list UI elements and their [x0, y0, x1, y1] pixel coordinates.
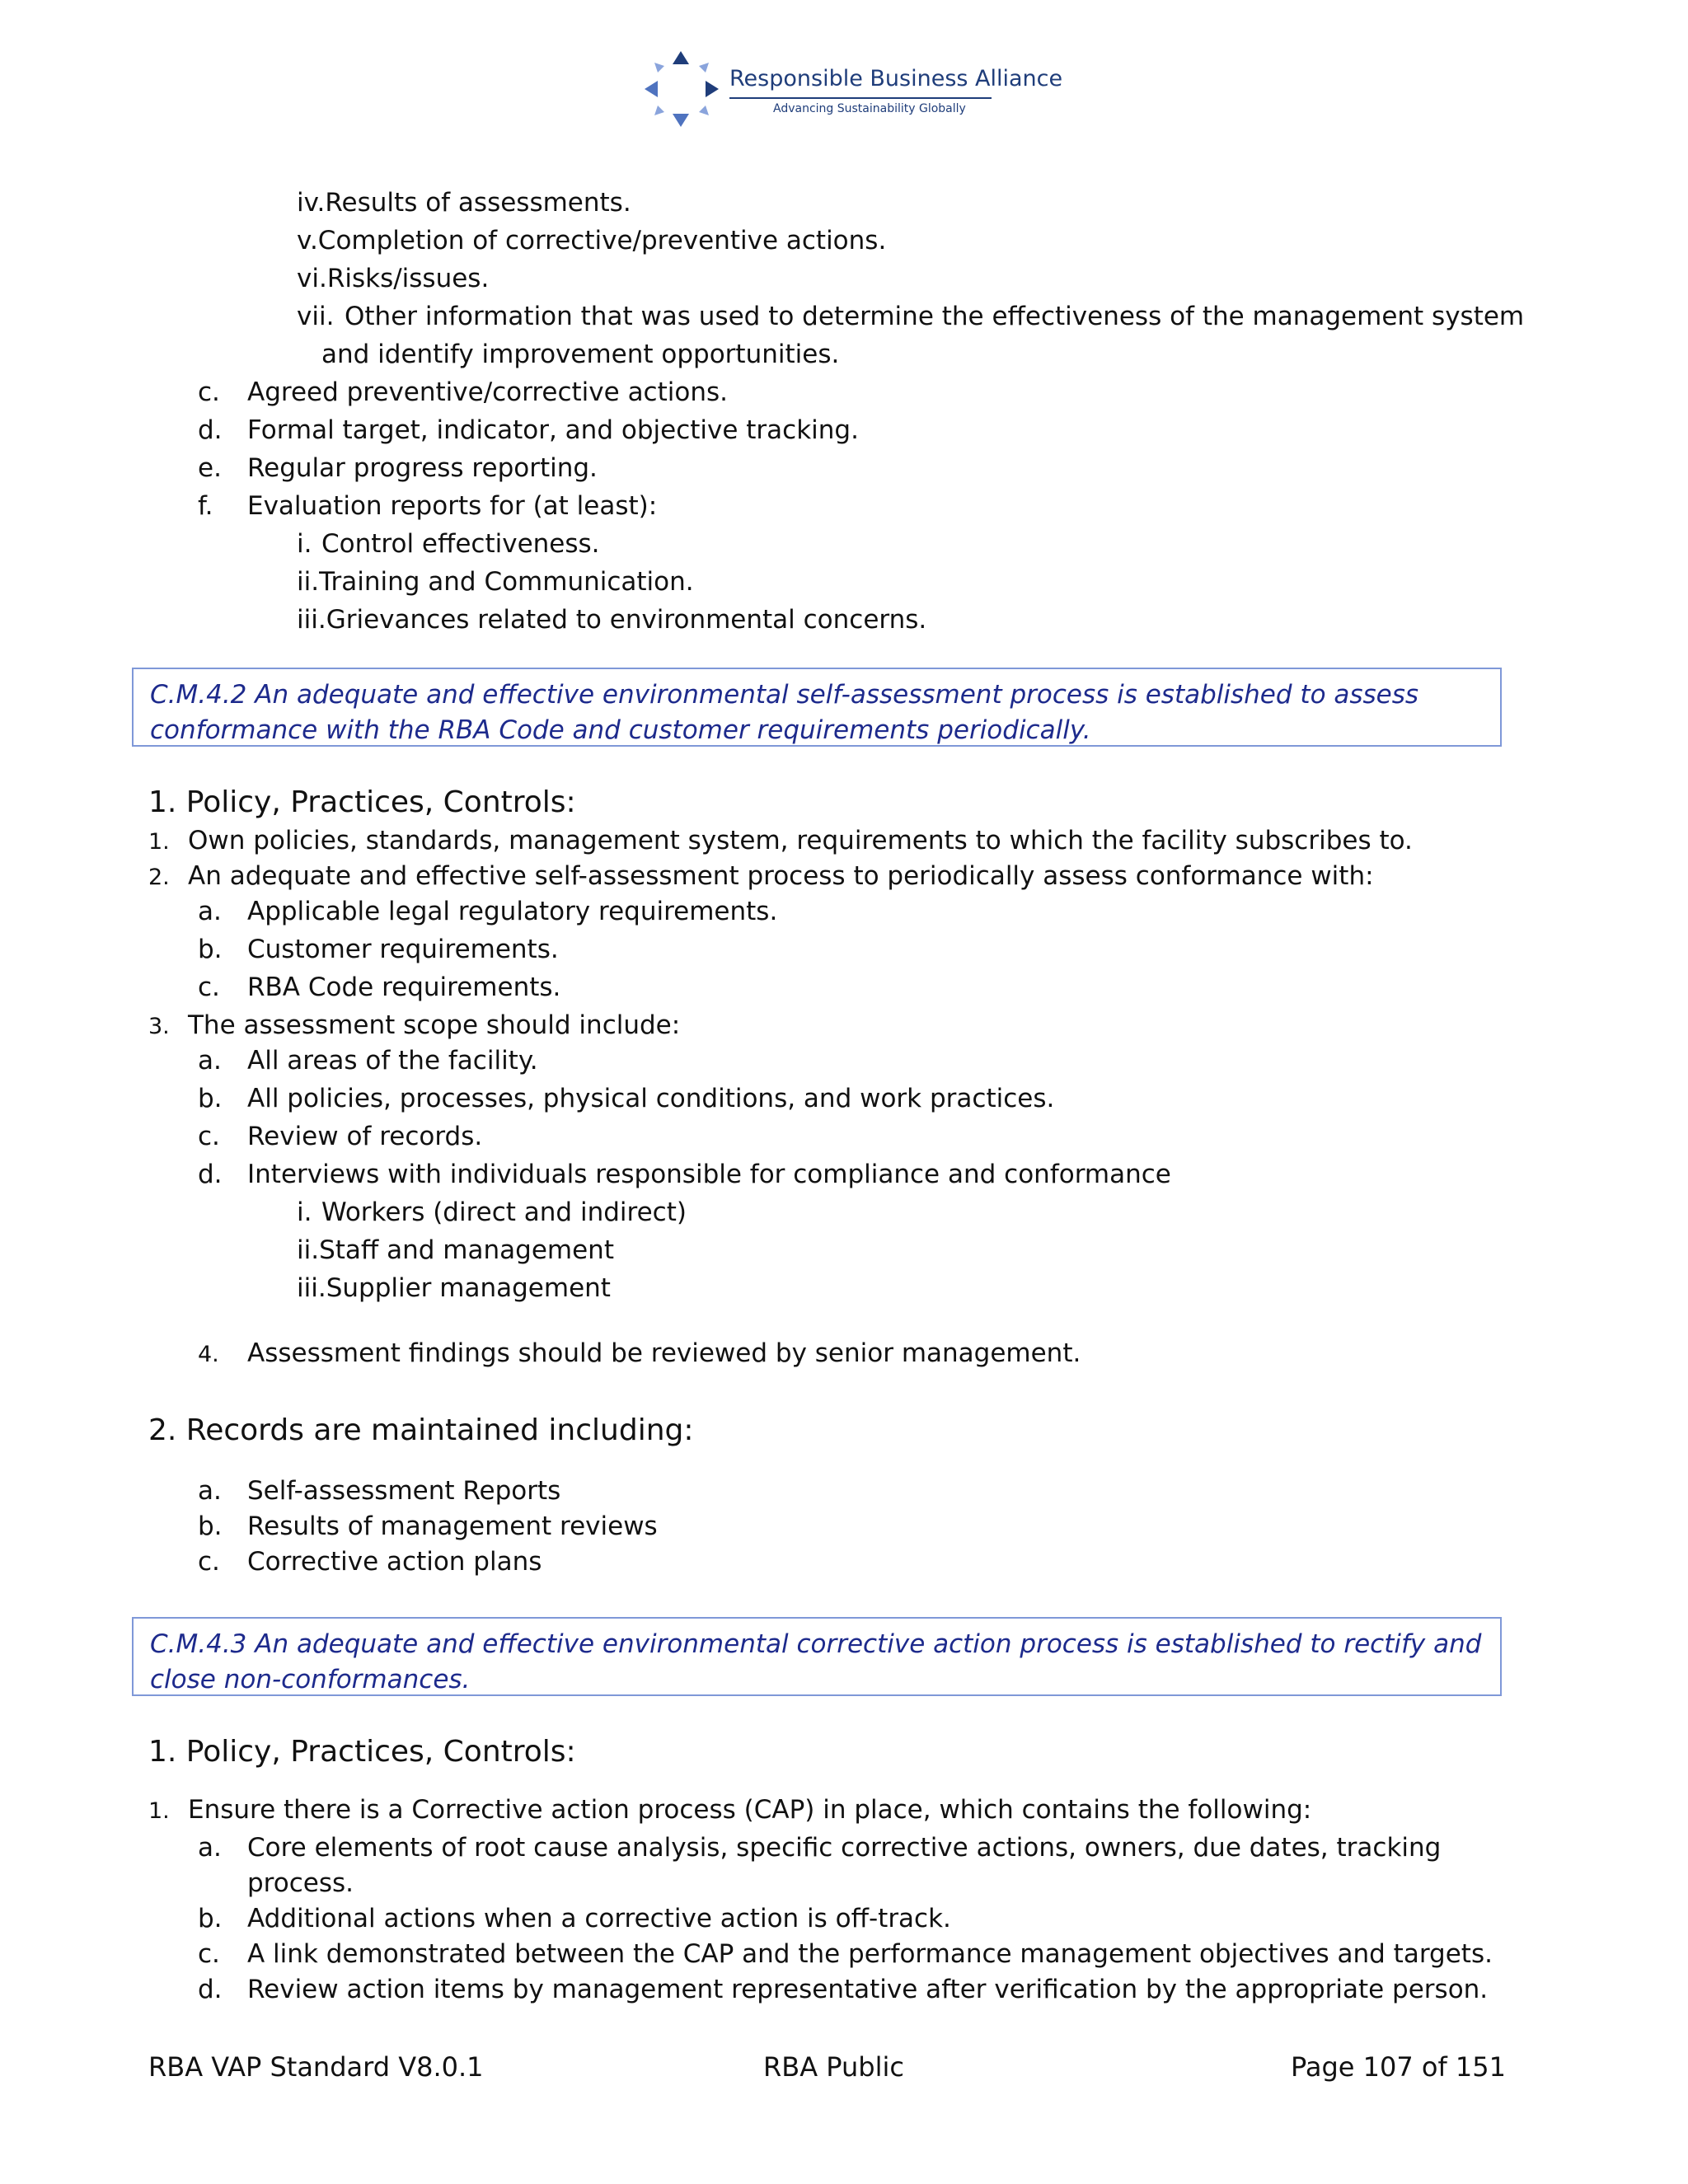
- list-item: c. Agreed preventive/corrective actions.: [198, 377, 728, 407]
- criteria-text-line: C.M.4.2 An adequate and effective environmental self-assessment process is established to assess: [150, 680, 1419, 710]
- list-item: b. All policies, processes, physical conditions, and work practices.: [198, 1084, 1055, 1113]
- section-heading: 1. Policy, Practices, Controls:: [148, 785, 576, 819]
- rba-logo: [643, 48, 1063, 130]
- criteria-box-cm-4-2: [132, 668, 1502, 747]
- footer-document-title: RBA VAP Standard V8.0.1: [148, 2051, 484, 2083]
- section-heading: 1. Policy, Practices, Controls:: [148, 1735, 576, 1769]
- list-item: a. Core elements of root cause analysis, specific corrective actions, owners, due dates, tracking: [198, 1833, 1442, 1863]
- list-item: d. Interviews with individuals responsible for compliance and conformance: [198, 1160, 1171, 1189]
- list-item: process.: [247, 1868, 354, 1898]
- list-item: b. Customer requirements.: [198, 935, 559, 964]
- list-item: vi.Risks/issues.: [297, 264, 490, 293]
- section-heading: 2. Records are maintained including:: [148, 1413, 694, 1447]
- criteria-text-line: C.M.4.3 An adequate and effective environmental corrective action process is established to rectify and: [150, 1629, 1482, 1659]
- list-item: a. Self-assessment Reports: [198, 1476, 561, 1506]
- list-item: iv.Results of assessments.: [297, 188, 631, 218]
- list-item: f. Evaluation reports for (at least):: [198, 491, 658, 521]
- list-item: c. RBA Code requirements.: [198, 972, 561, 1002]
- compass-logo-icon: [643, 48, 725, 130]
- list-item: c. A link demonstrated between the CAP and the performance management objectives and targets.: [198, 1939, 1493, 1969]
- list-item: 3. The assessment scope should include:: [148, 1010, 681, 1040]
- list-item: vii. Other information that was used to determine the effectiveness of the management system: [297, 302, 1525, 331]
- criteria-text-line: conformance with the RBA Code and customer requirements periodically.: [150, 715, 1091, 745]
- list-item: and identify improvement opportunities.: [321, 340, 840, 369]
- list-item: ii.Staff and management: [297, 1235, 614, 1265]
- criteria-text-line: close non-conformances.: [150, 1665, 471, 1694]
- list-item: c. Review of records.: [198, 1122, 483, 1151]
- list-item: b. Results of management reviews: [198, 1511, 658, 1541]
- list-item: v.Completion of corrective/preventive actions.: [297, 226, 887, 255]
- list-item: 1. Own policies, standards, management system, requirements to which the facility subscribes to.: [148, 826, 1413, 855]
- list-item: d. Review action items by management representative after verification by the appropriate person.: [198, 1975, 1489, 2004]
- list-item: a. Applicable legal regulatory requirements.: [198, 897, 778, 926]
- list-item: 4. Assessment findings should be reviewed by senior management.: [198, 1338, 1081, 1368]
- list-item: i. Control effectiveness.: [297, 529, 600, 559]
- brand-name: Responsible Business Alliance: [729, 66, 1063, 91]
- list-item: a. All areas of the facility.: [198, 1046, 538, 1076]
- list-item: c. Corrective action plans: [198, 1547, 542, 1577]
- criteria-box-cm-4-3: [132, 1617, 1502, 1696]
- list-item: ii.Training and Communication.: [297, 567, 694, 597]
- list-item: d. Formal target, indicator, and objective tracking.: [198, 415, 859, 445]
- list-item: i. Workers (direct and indirect): [297, 1197, 687, 1227]
- brand-tagline: Advancing Sustainability Globally: [773, 102, 966, 115]
- list-item: e. Regular progress reporting.: [198, 453, 598, 483]
- list-item: b. Additional actions when a corrective action is off-track.: [198, 1904, 951, 1933]
- list-item: iii.Supplier management: [297, 1273, 611, 1303]
- list-item: 1. Ensure there is a Corrective action process (CAP) in place, which contains the following:: [148, 1795, 1312, 1825]
- list-item: iii.Grievances related to environmental concerns.: [297, 605, 927, 635]
- footer-page-number: Page 107 of 151: [1291, 2051, 1506, 2083]
- logo-divider: [729, 97, 992, 99]
- list-item: 2. An adequate and effective self-assessment process to periodically assess conformance with:: [148, 861, 1374, 891]
- footer-classification: RBA Public: [763, 2051, 904, 2083]
